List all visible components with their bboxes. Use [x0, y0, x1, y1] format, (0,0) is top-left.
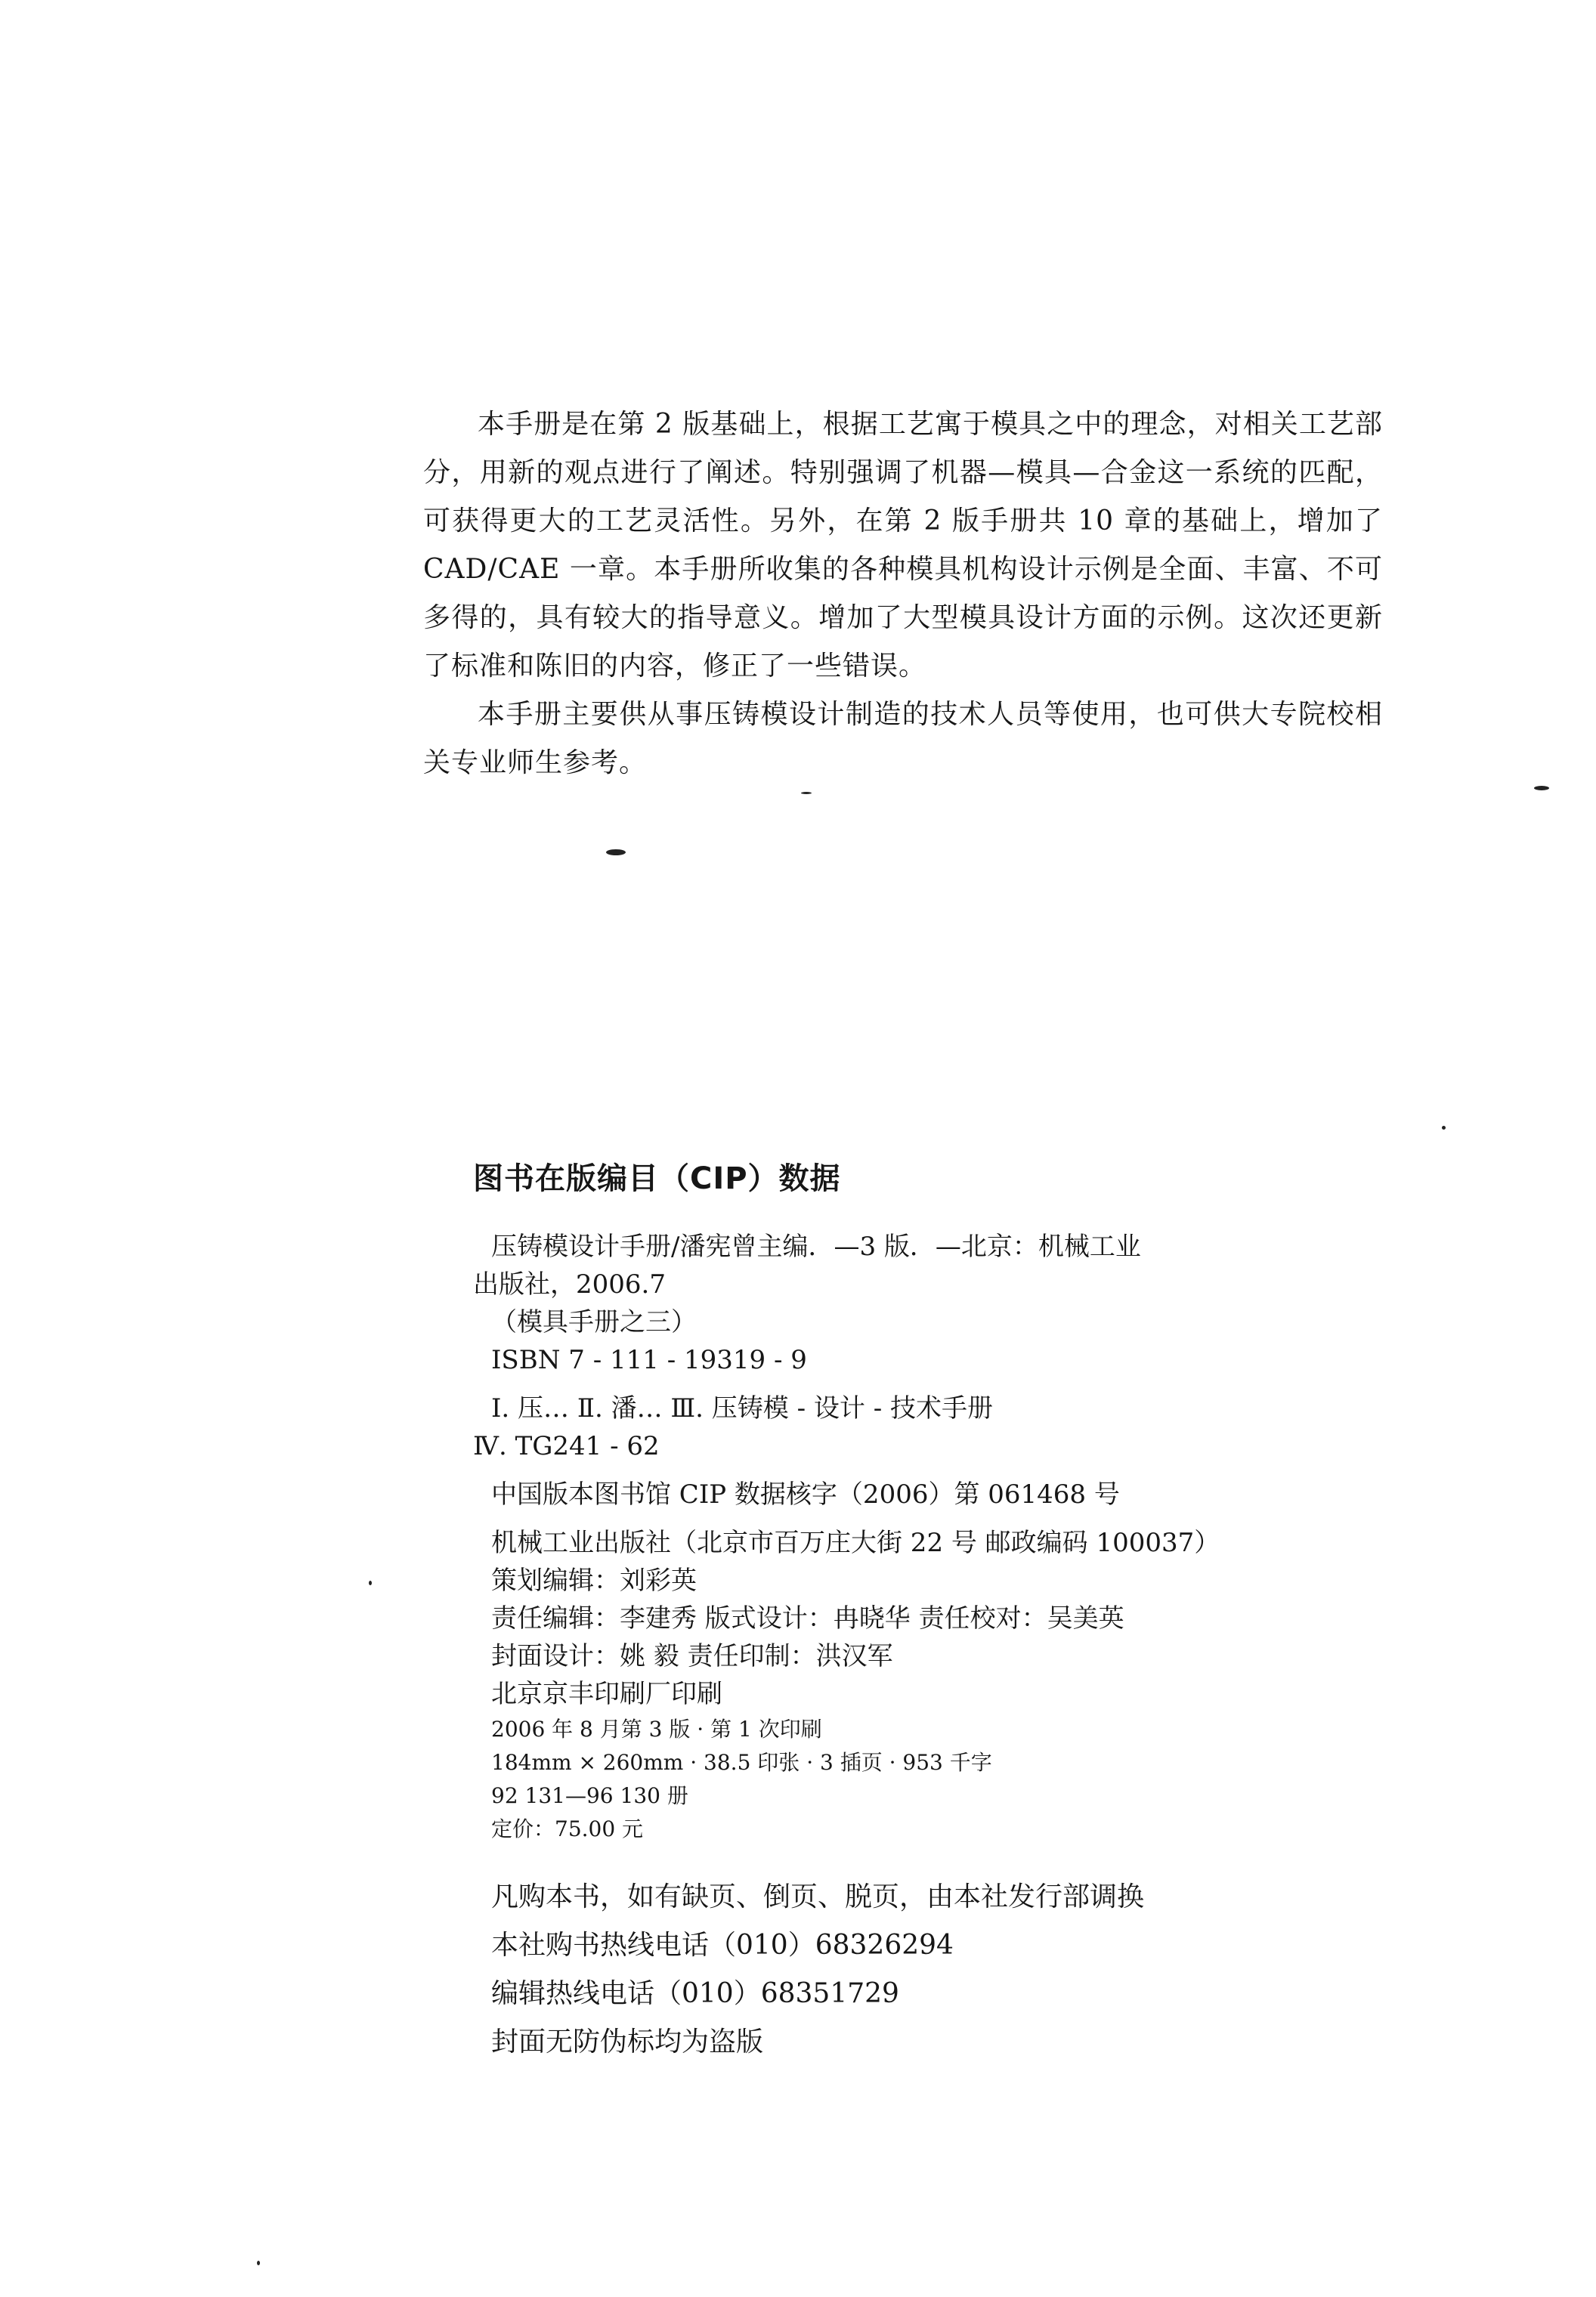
format-info: 184mm × 260mm · 38.5 印张 · 3 插页 · 953 千字 [491, 1750, 992, 1775]
introduction-section [423, 400, 1383, 787]
footer-notes [473, 1873, 1471, 2067]
cip-publisher-line: 出版社，2006.7 [473, 1269, 666, 1300]
edition-info: 2006 年 8 月第 3 版 · 第 1 次印刷 [491, 1717, 822, 1742]
footer-anti-piracy-note: 封面无防伪标均为盗版 [491, 2026, 764, 2057]
intro-paragraph-1: 本手册是在第 2 版基础上，根据工艺寓于模具之中的理念，对相关工艺部分，用新的观点进行了阐述。特别强调了机器—模具—合金这一系统的匹配，可获得更大的工艺灵活性。另外，在第 2 版手册共 10 章的基础上，增加了 CAD/CAE 一章。本手册所收集的各种模具机构设计示例是全面、丰富、不可多得的，具有较大的指导意义。增加了大型模具设计方面的示例。这次还更新了标准和陈旧的内容，修正了一些错误。 [423, 409, 1383, 682]
scan-speck [369, 1581, 372, 1585]
cip-title-line: 压铸模设计手册/潘宪曾主编．—3 版．—北京：机械工业 [491, 1232, 1141, 1262]
cip-classification-2: Ⅳ. TG241 - 62 [473, 1431, 660, 1461]
cip-heading: 图书在版编目（CIP）数据 [473, 1161, 841, 1196]
scan-speck [606, 849, 626, 855]
cip-classification-1: Ⅰ. 压… Ⅱ. 潘… Ⅲ. 压铸模 - 设计 - 技术手册 [491, 1393, 993, 1424]
scan-speck [1534, 786, 1549, 790]
intro-paragraph-2: 本手册主要供从事压铸模设计制造的技术人员等使用，也可供大专院校相关专业师生参考。 [423, 699, 1383, 778]
footer-sales-hotline: 本社购书热线电话（010）68326294 [491, 1930, 954, 1961]
scan-speck [257, 2261, 260, 2265]
footer-editor-hotline: 编辑热线电话（010）68351729 [491, 1978, 899, 2009]
scan-speck [1442, 1126, 1446, 1130]
scan-speck [801, 792, 812, 794]
planning-editor: 策划编辑：刘彩英 [491, 1566, 697, 1596]
publisher-address: 机械工业出版社（北京市百万庄大街 22 号 邮政编码 100037） [491, 1528, 1220, 1558]
cip-isbn: ISBN 7 - 111 - 19319 - 9 [491, 1345, 807, 1375]
cip-series-line: （模具手册之三） [491, 1307, 697, 1337]
cip-number: 中国版本图书馆 CIP 数据核字（2006）第 061468 号 [491, 1479, 1120, 1510]
cip-data-section [473, 1155, 1471, 2067]
responsible-editors: 责任编辑：李建秀 版式设计：冉晓华 责任校对：吴美英 [491, 1603, 1124, 1634]
cover-design: 封面设计：姚 毅 责任印制：洪汉军 [491, 1641, 893, 1671]
print-run: 92 131—96 130 册 [491, 1783, 688, 1808]
footer-replacement-note: 凡购本书，如有缺页、倒页、脱页，由本社发行部调换 [491, 1881, 1145, 1912]
price: 定价：75.00 元 [491, 1816, 644, 1841]
printer: 北京京丰印刷厂印刷 [491, 1679, 722, 1709]
